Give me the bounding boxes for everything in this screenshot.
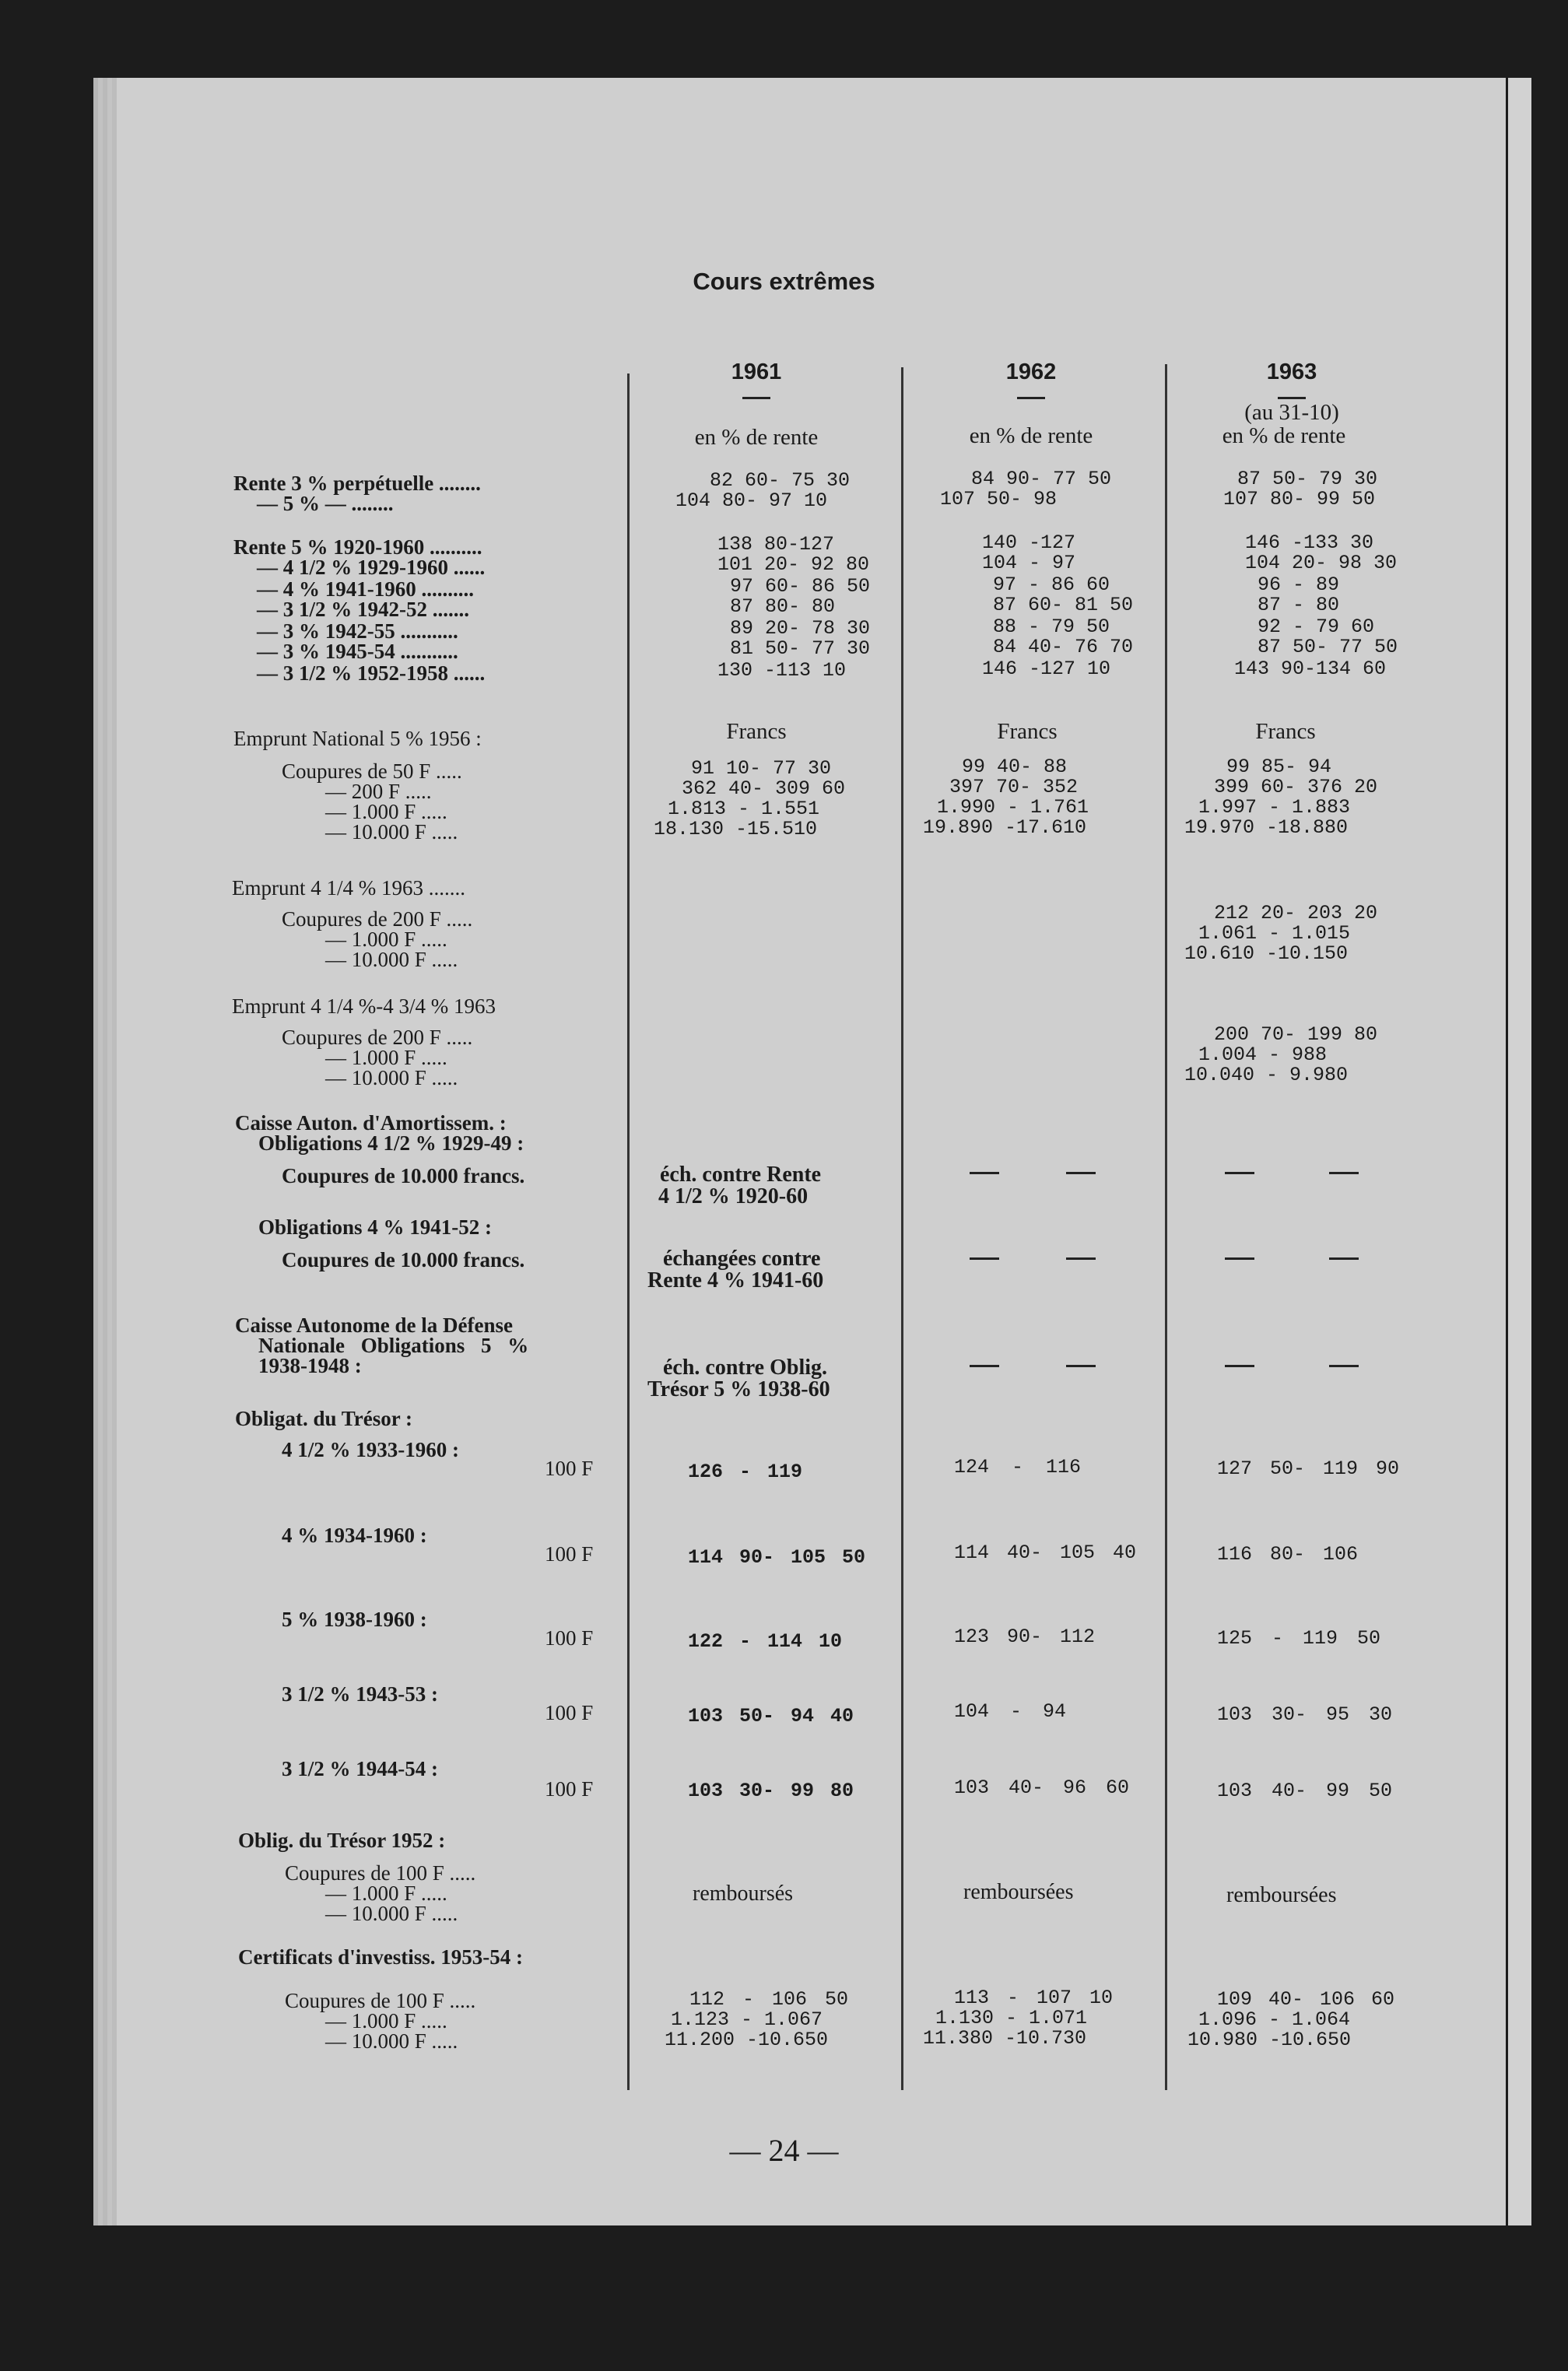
cell-1963: 107 80- 99 50 xyxy=(1223,488,1376,510)
cell-1961: 18.130 -15.510 xyxy=(654,818,818,840)
cell-1963: 87 - 80 xyxy=(1258,594,1340,616)
year-dash xyxy=(742,397,770,399)
unit-1962: en % de rente xyxy=(969,423,1093,448)
empty-cell-dash xyxy=(1066,1257,1096,1260)
cell-1961: 81 50- 77 30 xyxy=(730,637,871,660)
cell-1961-note: éch. contre Oblig. xyxy=(663,1356,828,1380)
section-heading: Emprunt National 5 % 1956 : xyxy=(233,727,482,750)
cell-1963: 200 70- 199 80 xyxy=(1214,1023,1378,1046)
row-label: — 1.000 F ..... xyxy=(325,2009,447,2033)
cell-1963: 116 80- 106 xyxy=(1217,1543,1359,1566)
cell-1961: 101 20- 92 80 xyxy=(717,553,870,576)
section-heading: Obligations 4 % 1941-52 : xyxy=(258,1215,493,1239)
cell-1962: 114 40- 105 40 xyxy=(954,1542,1137,1564)
row-label: Coupures de 10.000 francs. xyxy=(282,1164,525,1187)
cell-1961: 104 80- 97 10 xyxy=(675,489,828,512)
cell-1962: 397 70- 352 xyxy=(949,776,1079,798)
row-label: — 1.000 F ..... xyxy=(325,928,447,951)
cell-1962: 87 60- 81 50 xyxy=(993,594,1134,616)
cell-1963: 1.061 - 1.015 xyxy=(1198,922,1351,945)
cell-1962: 113 - 107 10 xyxy=(954,1987,1114,2009)
empty-cell-dash xyxy=(970,1257,999,1260)
cell-1963: 96 - 89 xyxy=(1258,573,1340,596)
cell-1962: 146 -127 10 xyxy=(982,658,1111,680)
row-label: Rente 3 % perpétuelle ........ xyxy=(233,472,481,495)
row-label: — 4 % 1941-1960 .......... xyxy=(257,577,474,601)
empty-cell-dash xyxy=(1225,1365,1254,1367)
cell-1963: 143 90-134 60 xyxy=(1234,658,1387,680)
cell-1963: 399 60- 376 20 xyxy=(1214,776,1378,798)
row-label: — 4 1/2 % 1929-1960 ...... xyxy=(257,556,486,579)
cell-1961-note: Trésor 5 % 1938-60 xyxy=(647,1377,830,1401)
row-label: — 10.000 F ..... xyxy=(325,1066,458,1089)
empty-cell-dash xyxy=(1066,1172,1096,1174)
row-label: — 3 1/2 % 1952-1958 ...... xyxy=(257,661,486,685)
cell-1962: 84 40- 76 70 xyxy=(993,636,1134,658)
row-unit: 100 F xyxy=(545,1542,594,1566)
cell-1962: 97 - 86 60 xyxy=(993,573,1110,596)
page-title: Cours extrêmes xyxy=(693,268,875,295)
row-unit: 100 F xyxy=(545,1701,594,1724)
unit-1961: en % de rente xyxy=(694,425,819,450)
cell-1963: 10.980 -10.650 xyxy=(1187,2029,1352,2051)
cell-1961: 97 60- 86 50 xyxy=(730,575,871,598)
row-label: Coupures de 200 F ..... xyxy=(282,907,473,931)
row-label: Coupures de 10.000 francs. xyxy=(282,1248,525,1271)
empty-cell-dash xyxy=(970,1172,999,1174)
cell-1963: 1.997 - 1.883 xyxy=(1198,796,1351,819)
cell-1961: 130 -113 10 xyxy=(717,659,847,682)
section-heading: Obligations 4 1/2 % 1929-49 : xyxy=(258,1131,524,1155)
cell-1963: 1.004 - 988 xyxy=(1198,1043,1328,1066)
row-label: 4 % 1934-1960 : xyxy=(282,1524,427,1547)
unit-francs-1961: Francs xyxy=(726,719,787,744)
cell-1962: 19.890 -17.610 xyxy=(923,816,1087,839)
cell-1962: 104 - 94 xyxy=(954,1700,1067,1723)
cell-1963: 99 85- 94 xyxy=(1226,756,1332,778)
section-heading: Emprunt 4 1/4 %-4 3/4 % 1963 xyxy=(232,994,496,1018)
cell-1963-note: remboursées xyxy=(1226,1883,1337,1907)
row-label: Coupures de 100 F ..... xyxy=(285,1861,476,1885)
cell-1963: 104 20- 98 30 xyxy=(1245,552,1398,574)
cell-1961: 82 60- 75 30 xyxy=(710,469,851,492)
cell-1961-note: 4 1/2 % 1920-60 xyxy=(658,1184,809,1208)
row-unit: 100 F xyxy=(545,1457,594,1480)
cell-1962: 1.130 - 1.071 xyxy=(935,2007,1088,2029)
cell-1963: 19.970 -18.880 xyxy=(1184,816,1349,839)
section-heading: Oblig. du Trésor 1952 : xyxy=(238,1829,446,1852)
cell-1961: 126 - 119 xyxy=(688,1461,803,1483)
cell-1962: 88 - 79 50 xyxy=(993,616,1110,638)
row-label: Coupures de 100 F ..... xyxy=(285,1989,476,2012)
section-heading: 1938-1948 : xyxy=(258,1354,362,1377)
empty-cell-dash xyxy=(1329,1365,1359,1367)
row-label: Coupures de 50 F ..... xyxy=(282,759,462,783)
column-rule xyxy=(627,374,630,2090)
cell-1961: 91 10- 77 30 xyxy=(691,757,832,780)
cell-1961: 1.813 - 1.551 xyxy=(668,798,820,820)
section-heading: Caisse Auton. d'Amortissem. : xyxy=(235,1111,507,1135)
row-label: — 10.000 F ..... xyxy=(325,1902,458,1925)
cell-1961-note: échangées contre xyxy=(663,1247,821,1271)
column-rule xyxy=(1165,364,1167,2090)
year-1961: 1961 xyxy=(731,360,782,384)
row-label: — 1.000 F ..... xyxy=(325,800,447,823)
cell-1963: 10.610 -10.150 xyxy=(1184,942,1349,965)
year-1963-note: (au 31-10) xyxy=(1244,400,1339,425)
year-dash xyxy=(1017,397,1045,399)
cell-1962-note: remboursées xyxy=(963,1880,1074,1904)
section-heading: Emprunt 4 1/4 % 1963 ....... xyxy=(232,876,465,900)
cell-1961: 103 30- 99 80 xyxy=(688,1780,854,1802)
empty-cell-dash xyxy=(1066,1365,1096,1367)
cell-1961-note: éch. contre Rente xyxy=(660,1163,822,1187)
cell-1963: 109 40- 106 60 xyxy=(1217,1988,1395,2011)
empty-cell-dash xyxy=(1329,1257,1359,1260)
cell-1963: 125 - 119 50 xyxy=(1217,1627,1381,1650)
cell-1963: 87 50- 79 30 xyxy=(1237,468,1378,490)
cell-1961: 87 80- 80 xyxy=(730,595,836,618)
unit-francs-1962: Francs xyxy=(997,719,1058,744)
cell-1962: 11.380 -10.730 xyxy=(923,2027,1087,2050)
row-unit: 100 F xyxy=(545,1626,594,1650)
cell-1962: 140 -127 xyxy=(982,531,1076,554)
empty-cell-dash xyxy=(1225,1172,1254,1174)
row-label: — 3 1/2 % 1942-52 ....... xyxy=(257,598,469,621)
row-label: — 3 % 1942-55 ........... xyxy=(257,619,458,643)
empty-cell-dash xyxy=(1329,1172,1359,1174)
cell-1961: 11.200 -10.650 xyxy=(665,2029,829,2051)
unit-francs-1963: Francs xyxy=(1255,719,1316,744)
unit-1963: en % de rente xyxy=(1222,423,1346,448)
row-label: 5 % 1938-1960 : xyxy=(282,1608,427,1631)
cell-1962: 124 - 116 xyxy=(954,1456,1082,1478)
cell-1962: 104 - 97 xyxy=(982,552,1076,574)
empty-cell-dash xyxy=(970,1365,999,1367)
cell-1963: 103 40- 99 50 xyxy=(1217,1780,1393,1802)
section-heading: Nationale Obligations 5 % xyxy=(258,1334,529,1357)
year-1963: 1963 xyxy=(1266,360,1317,384)
row-label: — 200 F ..... xyxy=(325,780,432,803)
cell-1962: 1.990 - 1.761 xyxy=(937,796,1089,819)
cell-1961: 103 50- 94 40 xyxy=(688,1705,854,1727)
row-label: — 3 % 1945-54 ........... xyxy=(257,640,458,663)
cell-1963: 10.040 - 9.980 xyxy=(1184,1064,1349,1086)
row-label: 3 1/2 % 1944-54 : xyxy=(282,1757,438,1780)
row-label: — 10.000 F ..... xyxy=(325,2029,458,2053)
row-label: Coupures de 200 F ..... xyxy=(282,1026,473,1049)
cell-1961-note: remboursés xyxy=(693,1882,794,1906)
cell-1962: 107 50- 98 xyxy=(940,488,1058,510)
row-label: 4 1/2 % 1933-1960 : xyxy=(282,1438,459,1461)
year-1962: 1962 xyxy=(1005,360,1057,384)
year-dash xyxy=(1278,397,1306,399)
column-rule xyxy=(901,367,903,2090)
cell-1961: 1.123 - 1.067 xyxy=(671,2008,823,2031)
cell-1963: 127 50- 119 90 xyxy=(1217,1457,1400,1480)
empty-cell-dash xyxy=(1225,1257,1254,1260)
cell-1962: 123 90- 112 xyxy=(954,1626,1096,1648)
cell-1963: 103 30- 95 30 xyxy=(1217,1703,1393,1726)
cell-1962: 99 40- 88 xyxy=(962,756,1068,778)
cell-1961: 112 - 106 50 xyxy=(689,1988,849,2011)
section-heading: Caisse Autonome de la Défense xyxy=(235,1314,513,1337)
cell-1961: 138 80-127 xyxy=(717,533,835,556)
cell-1963: 212 20- 203 20 xyxy=(1214,902,1378,924)
cell-1961: 122 - 114 10 xyxy=(688,1630,843,1653)
cell-1962: 84 90- 77 50 xyxy=(971,468,1112,490)
row-label: — 1.000 F ..... xyxy=(325,1882,447,1905)
cell-1963: 87 50- 77 50 xyxy=(1258,636,1398,658)
cell-1963: 1.096 - 1.064 xyxy=(1198,2008,1351,2031)
cell-1963: 92 - 79 60 xyxy=(1258,616,1375,638)
cell-1963: 146 -133 30 xyxy=(1245,531,1374,554)
row-label: Rente 5 % 1920-1960 .......... xyxy=(233,535,482,559)
row-label: — 5 % — ........ xyxy=(257,492,394,515)
cell-1961: 89 20- 78 30 xyxy=(730,617,871,640)
row-label: — 10.000 F ..... xyxy=(325,820,458,844)
facing-page-edge xyxy=(1508,78,1531,2225)
section-heading: Obligat. du Trésor : xyxy=(235,1407,413,1430)
row-label: — 10.000 F ..... xyxy=(325,948,458,971)
cell-1961: 362 40- 309 60 xyxy=(682,777,846,800)
section-heading: Certificats d'investiss. 1953-54 : xyxy=(238,1945,523,1969)
row-label: 3 1/2 % 1943-53 : xyxy=(282,1682,438,1706)
row-label: — 1.000 F ..... xyxy=(325,1046,447,1069)
cell-1962: 103 40- 96 60 xyxy=(954,1776,1130,1799)
cell-1961: 114 90- 105 50 xyxy=(688,1546,866,1569)
cell-1961-note: Rente 4 % 1941-60 xyxy=(647,1268,824,1292)
page-number: — 24 — xyxy=(729,2133,839,2168)
row-unit: 100 F xyxy=(545,1777,594,1801)
